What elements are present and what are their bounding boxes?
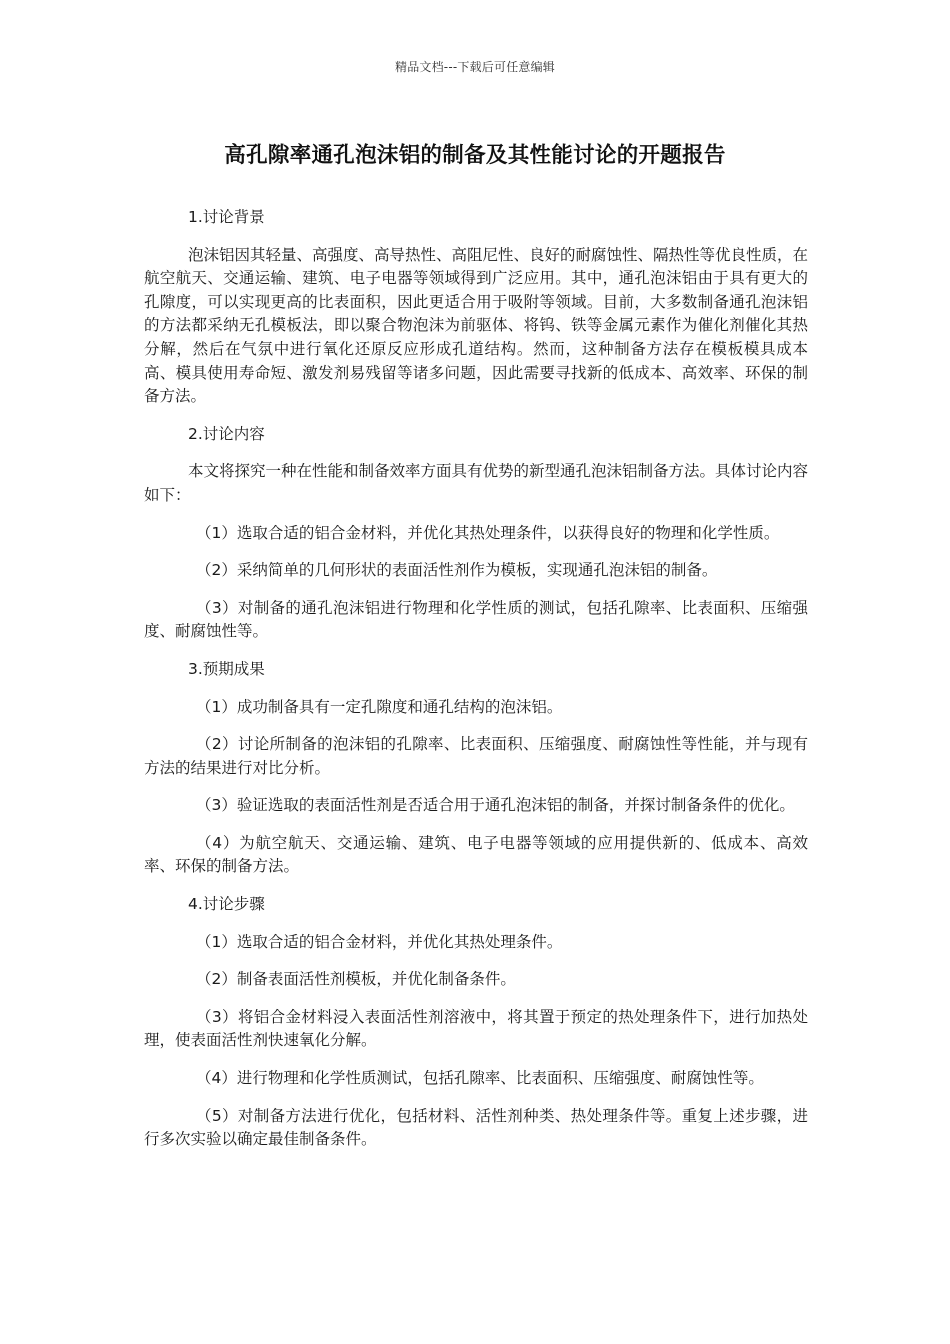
section-heading-background: 1.讨论背景 <box>188 208 265 226</box>
content-item: （1）选取合适的铝合金材料，并优化其热处理条件，以获得良好的物理和化学性质。 <box>196 523 780 542</box>
background-paragraph: 泡沫铝因其轻量、高强度、高导热性、高阻尼性、良好的耐腐蚀性、隔热性等优良性质，在航空航天、交通运输、建筑、电子电器等领域得到广泛应用。其中，通孔泡沫铝由于具有更大的孔隙度，可以实现更高的比表面积，因此更适合用于吸附等领域。目前，大多数制备通孔泡沫铝的方法都采纳无孔模板法，即以聚合物泡沫为前驱体、将钨、铁等金属元素作为催化剂催化其热分解，然后在气氛中进行氧化还原反应形成孔道结构。然而，这种制备方法存在模板模具成本高、模具使用寿命短、激发剂易残留等诸多问题，因此需要寻找新的低成本、高效率、环保的制备方法。 <box>144 245 809 406</box>
content-item: （2）采纳简单的几何形状的表面活性剂作为模板，实现通孔泡沫铝的制备。 <box>196 561 718 580</box>
section-heading-expected-results: 3.预期成果 <box>188 659 265 678</box>
expected-result-item: （3）验证选取的表面活性剂是否适合用于通孔泡沫铝的制备，并探讨制备条件的优化。 <box>196 796 795 815</box>
page-title: 高孔隙率通孔泡沫铝的制备及其性能讨论的开题报告 <box>224 143 726 168</box>
section-heading-steps: 4.讨论步骤 <box>188 895 265 914</box>
expected-result-item: （1）成功制备具有一定孔隙度和通孔结构的泡沫铝。 <box>196 697 563 716</box>
document-body <box>144 206 808 1166</box>
section-heading-content: 2.讨论内容 <box>188 424 265 443</box>
header-note: 精品文档---下载后可任意编辑 <box>395 60 555 74</box>
step-item: （3）将铝合金材料浸入表面活性剂溶液中，将其置于预定的热处理条件下，进行加热处理，使表面活性剂快速氧化分解。 <box>144 1007 808 1050</box>
content-intro-paragraph: 本文将探究一种在性能和制备效率方面具有优势的新型通孔泡沫铝制备方法。具体讨论内容如下： <box>144 462 809 504</box>
step-item: （4）进行物理和化学性质测试，包括孔隙率、比表面积、压缩强度、耐腐蚀性等。 <box>196 1069 764 1088</box>
expected-result-item: （4）为航空航天、交通运输、建筑、电子电器等领域的应用提供新的、低成本、高效率、环保的制备方法。 <box>144 833 808 876</box>
expected-result-item: （2）讨论所制备的泡沫铝的孔隙率、比表面积、压缩强度、耐腐蚀性等性能，并与现有方法的结果进行对比分析。 <box>144 735 808 777</box>
step-item: （2）制备表面活性剂模板，并优化制备条件。 <box>196 970 516 989</box>
step-item: （1）选取合适的铝合金材料，并优化其热处理条件。 <box>196 932 563 951</box>
step-item: （5）对制备方法进行优化，包括材料、活性剂种类、热处理条件等。重复上述步骤，进行多次实验以确定最佳制备条件。 <box>144 1106 808 1149</box>
content-item: （3）对制备的通孔泡沫铝进行物理和化学性质的测试，包括孔隙率、比表面积、压缩强度、耐腐蚀性等。 <box>144 598 808 641</box>
